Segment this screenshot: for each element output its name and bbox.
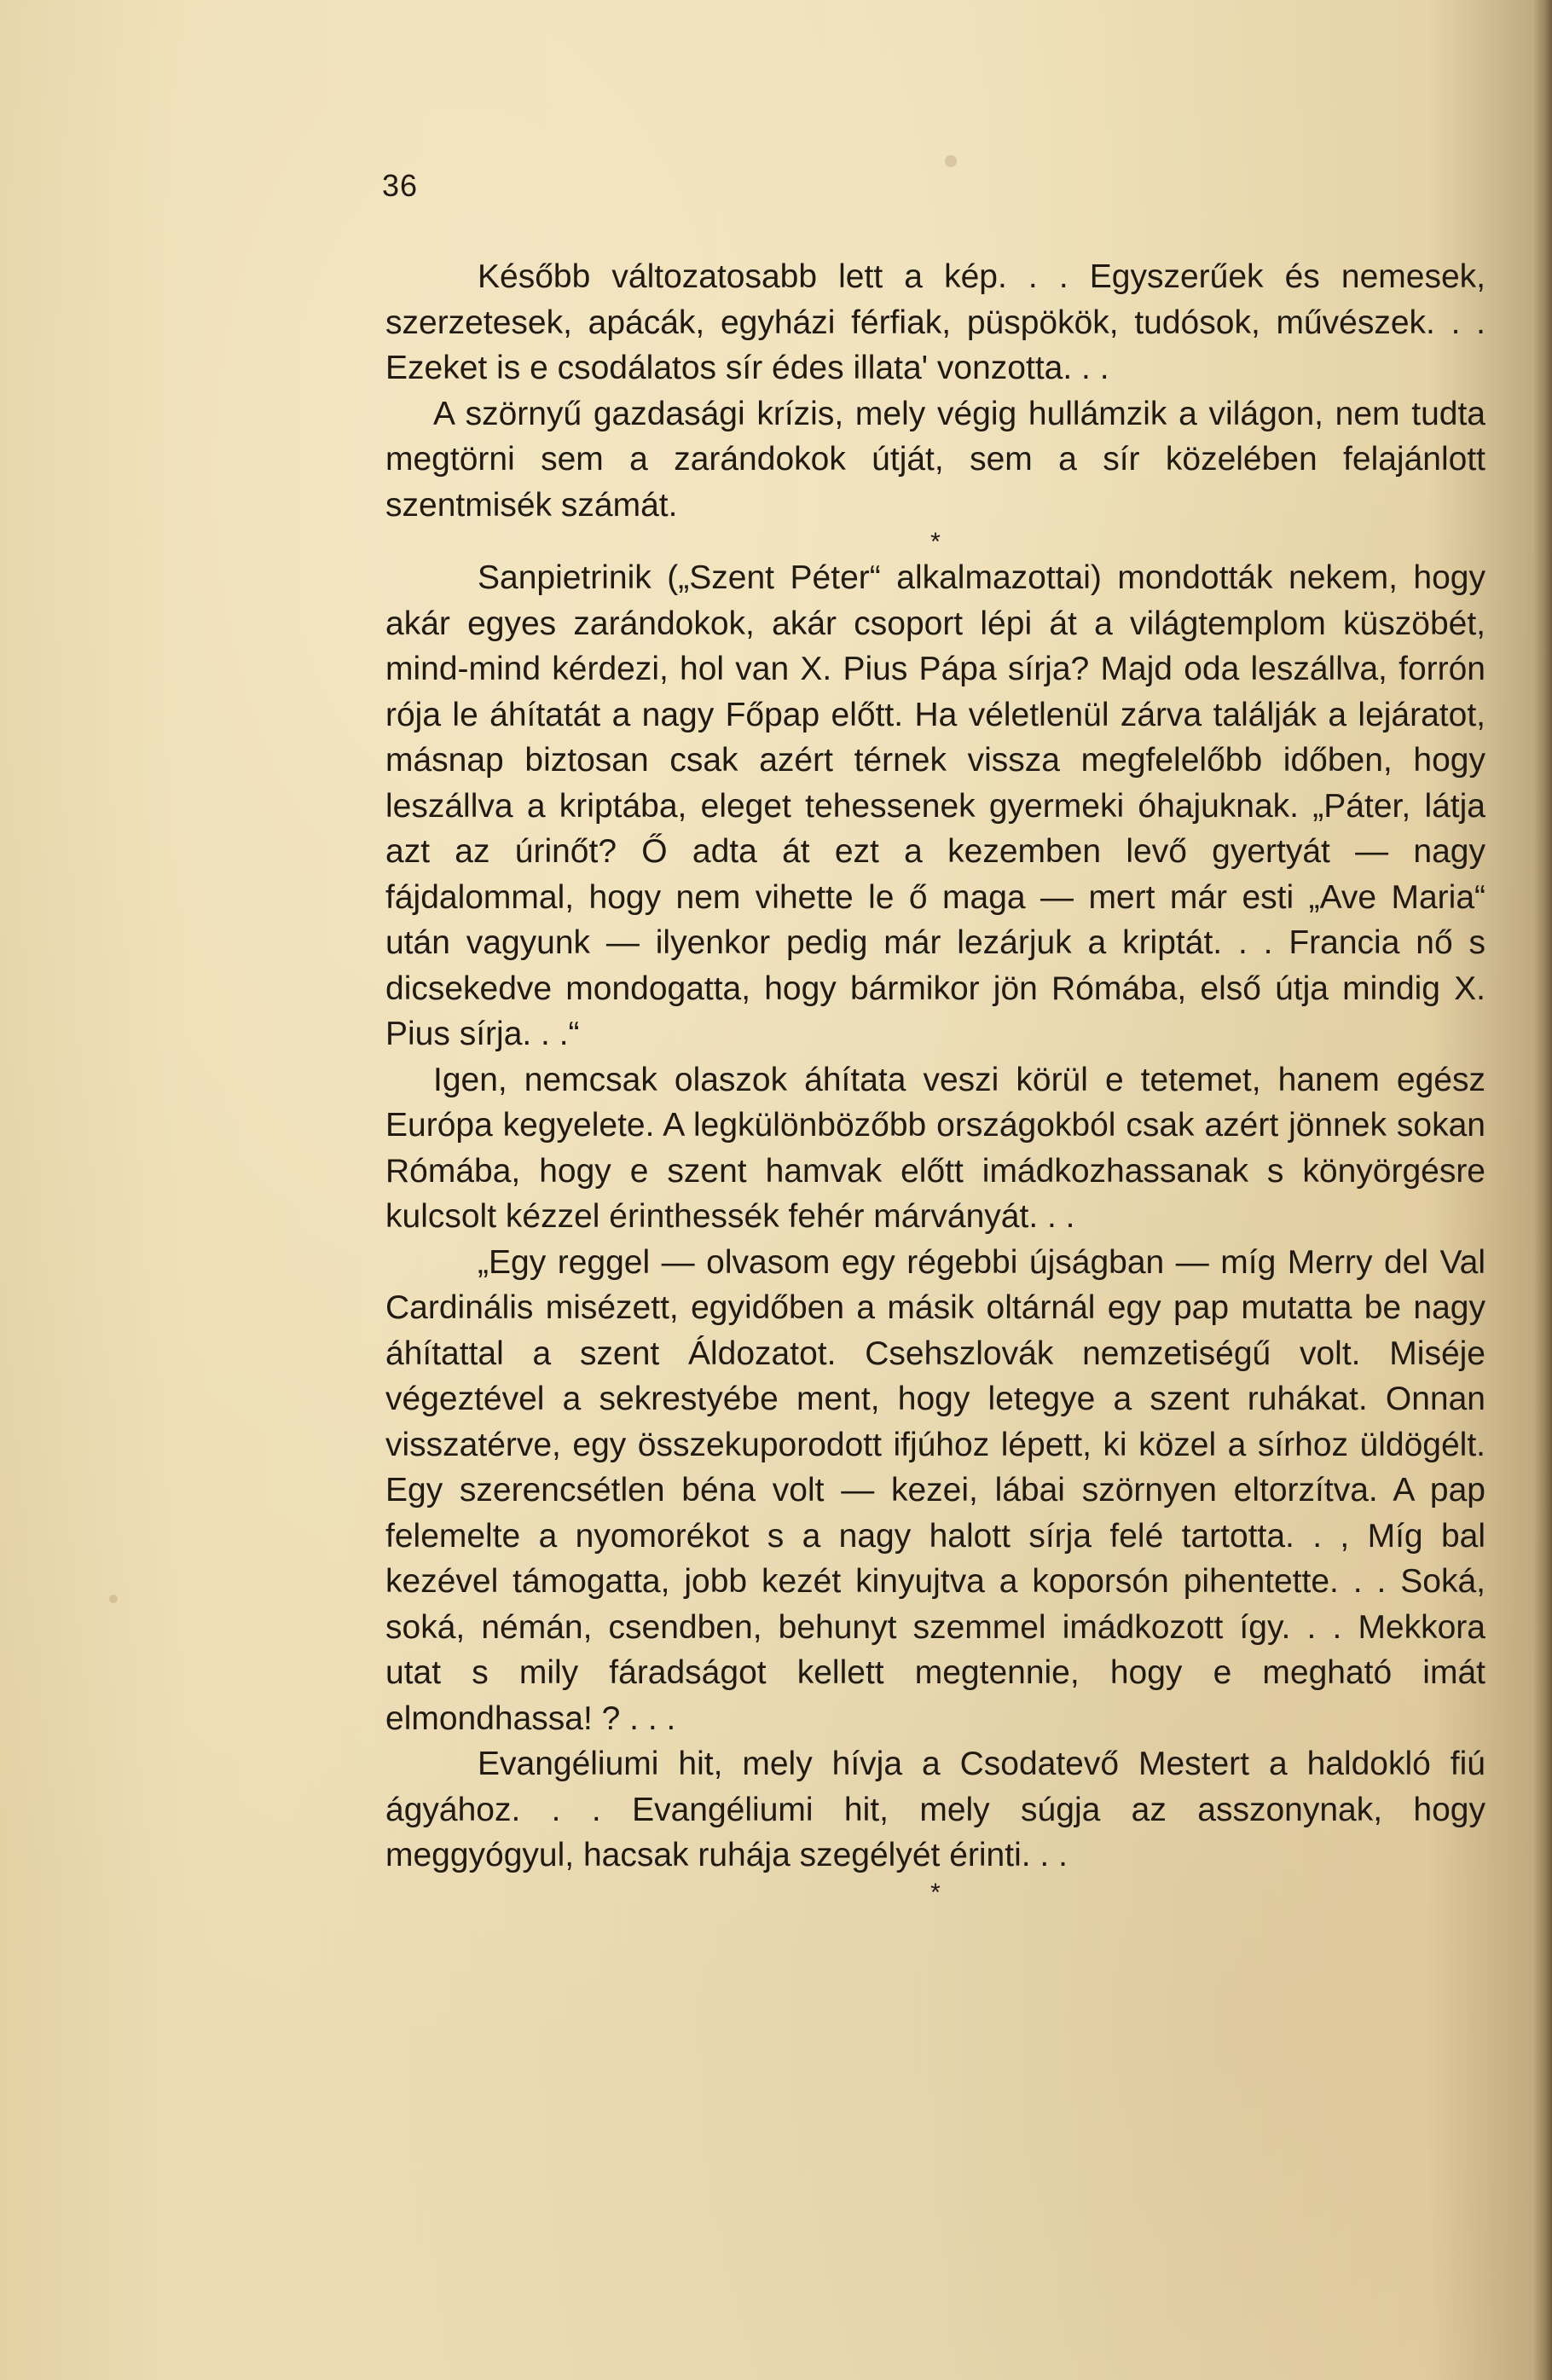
paragraph: „Egy reggel — olvasom egy régebbi újságban — míg Merry del Val Cardinális misézett, egyidőben a másik oltárnál egy pap mutatta be nagy áhítattal a szent Áldozatot. Csehszlovák nemzetiségű volt. Miséje végeztével a sekrestyébe ment, hogy letegye a szent ruhákat. Onnan visszatérve, egy összekuporodott ifjúhoz lépett, ki közel a sírhoz üldögélt. Egy szerencsétlen béna volt — kezei, lábai szörnyen eltorzítva. A pap felemelte a nyomorékot s a nagy halott sírja felé tartotta. . , Míg bal kezével támogatta, jobb kezét kinyujtva a koporsón pihentette. . . Soká, soká, némán, csendben, behunyt szemmel imádkozott így. . . Mekkora utat s mily fáradságot kellett megtennie, hogy e megható imát elmondhassa! ? . . . — [385, 1243, 1485, 1737]
paragraph: Később változatosabb lett a kép. . . Egyszerűek és nemesek, szerzetesek, apácák, egyházi férfiak, püspökök, tudósok, művészek. . . Ezeket is e csodálatos sír édes illata' vonzotta. . . — [385, 258, 1485, 386]
body-text — [385, 254, 1485, 1906]
page-number: 36 — [382, 168, 419, 203]
paragraph: Igen, nemcsak olaszok áhítata veszi körül e tetemet, hanem egész Európa kegyelete. A legkülönbözőbb országokból csak azért jönnek sokan Rómába, hogy e szent hamvak előtt imádkozhassanak s könyörgésre kulcsolt kézzel érinthessék fehér márványát. . . — [385, 1061, 1485, 1235]
paragraph: A szörnyű gazdasági krízis, mely végig hullámzik a világon, nem tudta megtörni sem a zarándokok útját, sem a sír közelében felajánlott szentmisék számát. — [385, 395, 1485, 524]
paragraph: Evangéliumi hit, mely hívja a Csodatevő Mestert a haldokló fiú ágyához. . . Evangéliumi hit, mely súgja az asszonynak, hogy meggyógyul, hacsak ruhája szegélyét érinti. . . — [385, 1746, 1485, 1873]
section-separator: * — [930, 528, 941, 556]
paper-stain — [945, 155, 957, 167]
paragraph: Sanpietrinik („Szent Péter“ alkalmazottai) mondották nekem, hogy akár egyes zarándokok, akár csoport lépi át a világtemplom küszöbét, mind-mind kérdezi, hol van X. Pius Pápa sírja? Majd oda leszállva, forrón rója le áhítatát a nagy Főpap előtt. Ha véletlenül zárva találják a lejáratot, másnap biztosan csak azért térnek vissza megfelelőbb időben, hogy leszállva a kriptába, eleget tehessenek gyermeki óhajuknak. „Páter, látja azt az úrinőt? Ő adta át ezt a kezemben levő gyertyát — nagy fájdalommal, hogy nem vihette le ő maga — mert már esti „Ave Maria“ után vagyunk — ilyenkor pedig már lezárjuk a kriptát. . . Francia nő s dicsekedve mondogatta, hogy bármikor jön Rómába, első útja mindig X. Pius sírja. . .“ — [385, 559, 1485, 1052]
page-edge-shadow — [1533, 0, 1552, 2380]
section-separator: * — [930, 1878, 941, 1907]
paper-stain — [109, 1595, 118, 1603]
